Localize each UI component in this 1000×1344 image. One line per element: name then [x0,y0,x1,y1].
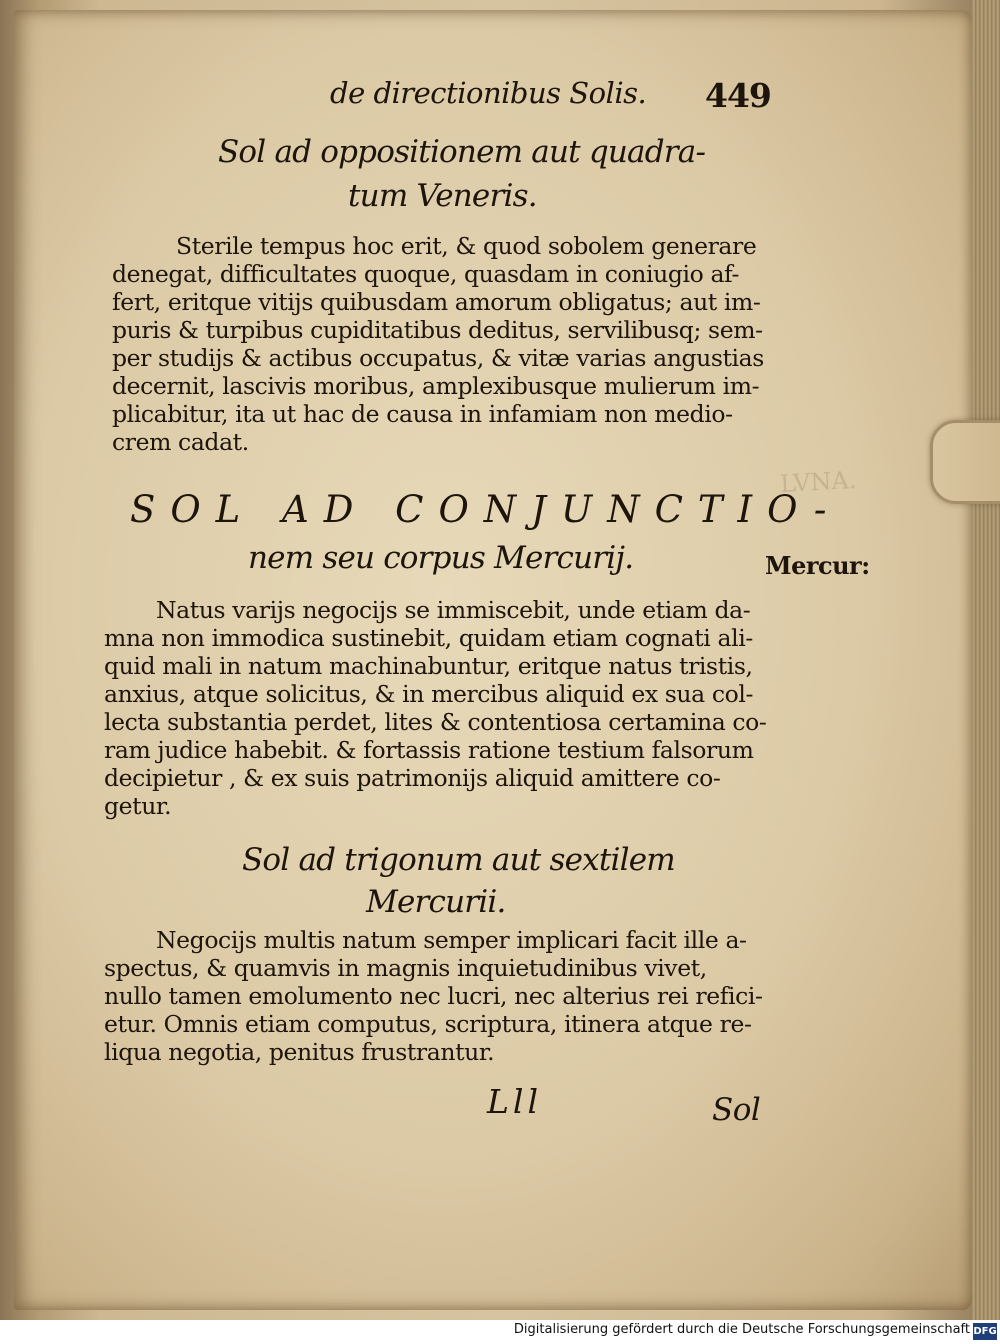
body-line: lecta substantia perdet, lites & contentiosa certamina co- [104,708,767,736]
body-line: puris & turpibus cupiditatibus deditus, servilibusq; sem- [112,316,763,344]
body-line: spectus, & quamvis in magnis inquietudinibus vivet, [104,954,707,982]
dfg-logo-icon: DFG [973,1323,997,1340]
body-line: Negocijs multis natum semper implicari facit ille a- [156,926,747,954]
margin-note: Mercur: [765,551,870,580]
running-head: de directionibus Solis. [330,76,647,110]
body-line: mna non immodica sustinebit, quidam etiam cognati ali- [104,624,753,652]
body-line: etur. Omnis etiam computus, scriptura, itinera atque re- [104,1010,752,1038]
page-stack-edge [972,0,1000,1320]
section-heading-line: SOL AD CONJUNCTIO- [130,488,842,531]
body-line: Sterile tempus hoc erit, & quod sobolem generare [176,232,757,260]
section-heading-line: nem seu corpus Mercurij. [248,540,634,576]
body-line: ram judice habebit. & fortassis ratione testium falsorum [104,736,754,764]
body-line: crem cadat. [112,428,249,456]
body-line: nullo tamen emolumento nec lucri, nec alterius rei refici- [104,982,763,1010]
funding-credit: Digitalisierung gefördert durch die Deutsche Forschungsgemeinschaft [513,1322,970,1337]
body-line: decipietur , & ex suis patrimonijs aliquid amittere co- [104,764,721,792]
section-heading-line: Mercurii. [366,884,506,920]
body-line: quid mali in natum machinabuntur, eritque natus tristis, [104,652,753,680]
footer-bar [0,1320,1000,1344]
section-heading-line: Sol ad trigonum aut sextilem [242,842,675,878]
section-heading-line: tum Veneris. [348,178,537,214]
body-line: getur. [104,792,172,820]
body-line: liqua negotia, penitus frustrantur. [104,1038,495,1066]
body-line: denegat, difficultates quoque, quasdam in coniugio af- [112,260,740,288]
signature-mark: Lll [487,1082,543,1121]
body-line: anxius, atque solicitus, & in mercibus aliquid ex sua col- [104,680,753,708]
body-line: decernit, lascivis moribus, amplexibusque mulierum im- [112,372,760,400]
page-number: 449 [705,76,771,115]
show-through-text: LVNA. [779,466,858,498]
body-line: per studijs & actibus occupatus, & vitæ varias angustias [112,344,764,372]
catchword: Sol [712,1092,761,1128]
body-line: plicabitur, ita ut hac de causa in infamiam non medio- [112,400,733,428]
section-heading-line: Sol ad oppositionem aut quadra- [218,134,706,170]
body-line: Natus varijs negocijs se immiscebit, unde etiam da- [156,596,751,624]
body-line: fert, eritque vitijs quibusdam amorum obligatus; aut im- [112,288,761,316]
page-clip [930,420,1000,504]
